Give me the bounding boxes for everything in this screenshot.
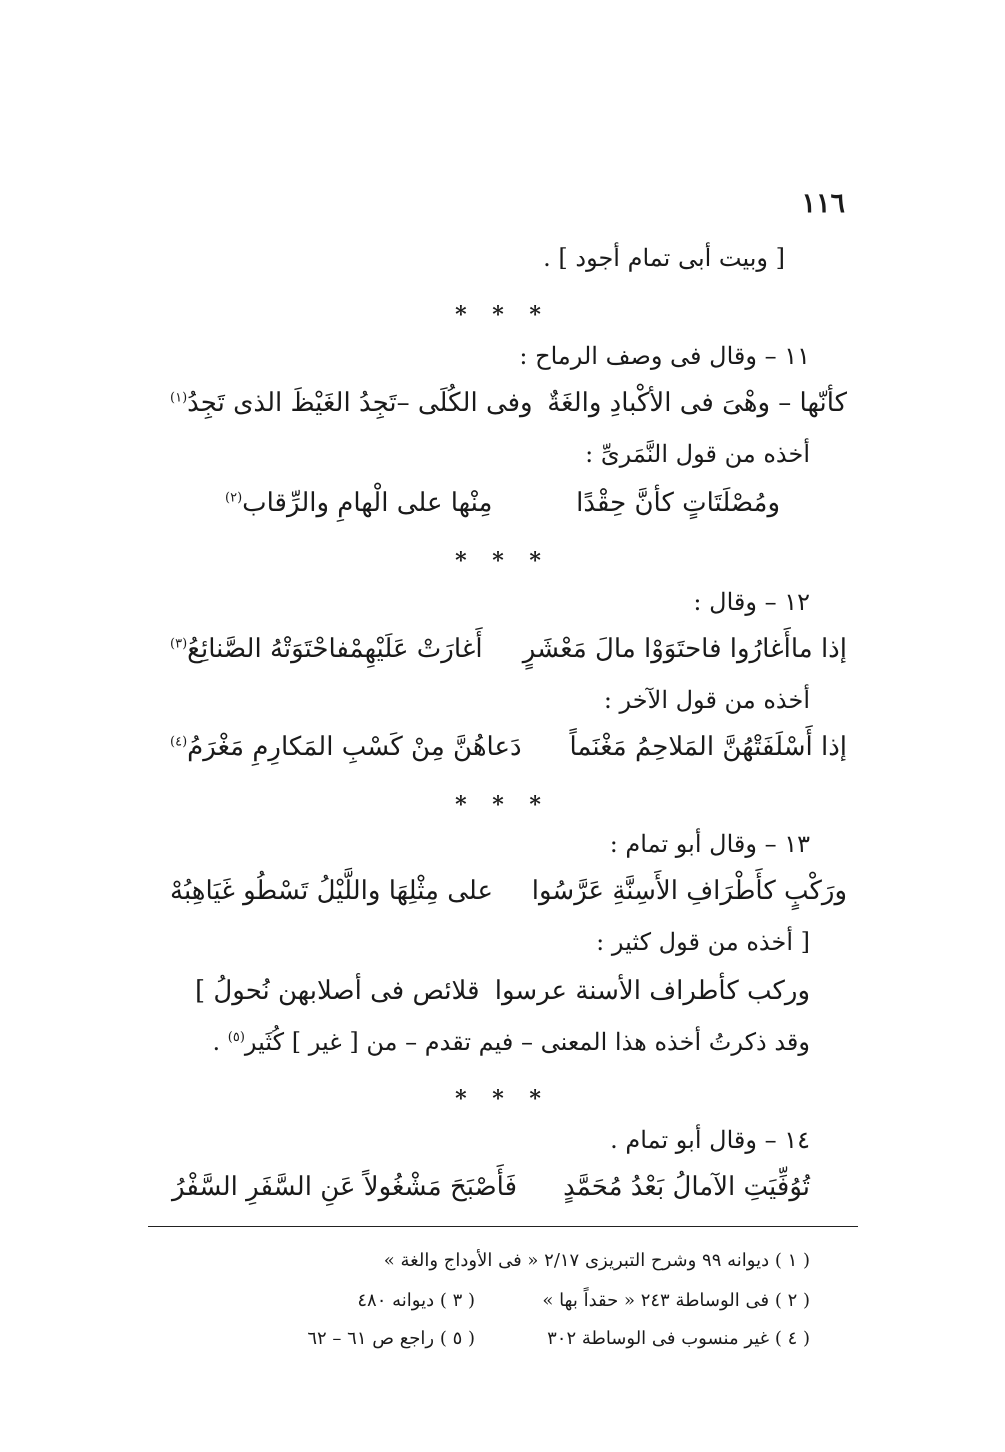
section-13-verse2-right: وركب كأطراف الأسنة عرسوا <box>494 976 810 1006</box>
footnote-4: ( ٤ ) غير منسوب فى الوساطة ٣٠٢ <box>547 1328 810 1349</box>
footnote-divider <box>148 1226 858 1227</box>
section-12-verse2-left <box>170 732 522 762</box>
section-11-verse1-right: كأنّها – وهْىَ فى الأكْبادِ والغَةٌ <box>547 388 847 418</box>
section-11-verse2-right: ومُصْلَتَاتٍ كأنَّ حِقْدًا <box>576 488 780 518</box>
section-separator: * * * <box>455 548 550 574</box>
section-12-heading: ١٢ – وقال : <box>693 588 810 616</box>
footnote-3: ( ٣ ) ديوانه ٤٨٠ <box>357 1290 475 1311</box>
section-separator: * * * <box>455 302 550 328</box>
section-14-verse1-left: فَأَصْبَحَ مَشْغُولاً عَنِ السَّفَرِ السَّفْرُ <box>172 1172 518 1202</box>
footnote-ref: (٢) <box>225 490 243 506</box>
footnote-ref: (٤) <box>170 734 188 750</box>
section-11-verse2-left <box>225 488 492 518</box>
hemistich-text: وفى الكُلَى –تَجِدُ الغَيْظَ الذى تَجِدُ <box>187 388 533 418</box>
section-11-heading: ١١ – وقال فى وصف الرماح : <box>519 342 810 370</box>
section-13-verse1-right: ورَكْبٍ كأَطْرَافِ الأَسِنَّةِ عَرَّسُوا <box>531 876 847 906</box>
section-13-source: [ أخذه من قول كثير : <box>596 928 810 956</box>
footnote-ref: (٥) <box>227 1030 245 1045</box>
section-13-note <box>213 1028 811 1056</box>
section-13-verse2-left: قلائص فى أصلابهن نُحولُ ] <box>195 976 480 1006</box>
section-12-verse1-left <box>170 634 483 664</box>
section-13-heading: ١٣ – وقال أبو تمام : <box>609 830 810 858</box>
section-11-source: أخذه من قول النَّمَرىِّ : <box>585 440 810 468</box>
section-11-verse1-left <box>170 388 533 418</box>
hemistich-text: مِنْها على الْهامِ والرِّقاب <box>242 488 493 518</box>
section-13-verse1-left: على مِثْلِهَا واللَّيْلُ تَسْطُو غَيَاهِبُهْ <box>170 876 494 906</box>
section-12-source: أخذه من قول الآخر : <box>603 686 810 714</box>
section-12-verse1-right: إذا ماأَغارُوا فاحتَوَوْا مالَ مَعْشَرٍ <box>522 634 847 664</box>
section-14-heading: ١٤ – وقال أبو تمام . <box>610 1126 810 1154</box>
note-period: . <box>212 1028 221 1056</box>
section-separator: * * * <box>455 792 550 818</box>
intro-line: [ وبيت أبى تمام أجود ] . <box>543 244 785 272</box>
footnote-ref: (١) <box>170 390 188 406</box>
note-text: وقد ذكرتُ أخذه هذا المعنى – فيم تقدم – من [ غير ] كُثَير <box>244 1028 810 1056</box>
section-14-verse1-right: تُوُفِّيَتِ الآمالُ بَعْدُ مُحَمَّدٍ <box>563 1172 810 1202</box>
footnote-2: ( ٢ ) فى الوساطة ٢٤٣ « حقداً بها » <box>542 1290 810 1311</box>
footnote-1: ( ١ ) ديوانه ٩٩ وشرح التبريزى ٢/١٧ « فى الأوداج والغة » <box>383 1250 810 1271</box>
footnote-ref: (٣) <box>170 636 188 652</box>
footnote-5: ( ٥ ) راجع ص ٦١ – ٦٢ <box>307 1328 475 1349</box>
section-separator: * * * <box>455 1086 550 1112</box>
hemistich-text: أَغارَتْ عَلَيْهِمْفاحْتَوَتْهُ الصَّنائِعُ <box>187 634 483 664</box>
section-12-verse2-right: إذا أَسْلَفَتْهُنَّ المَلاحِمُ مَغْنَماً <box>569 732 847 762</box>
page-number: ١١٦ <box>801 188 845 219</box>
hemistich-text: دَعاهُنَّ مِنْ كَسْبِ المَكارِمِ مَغْرَمُ <box>187 732 522 762</box>
